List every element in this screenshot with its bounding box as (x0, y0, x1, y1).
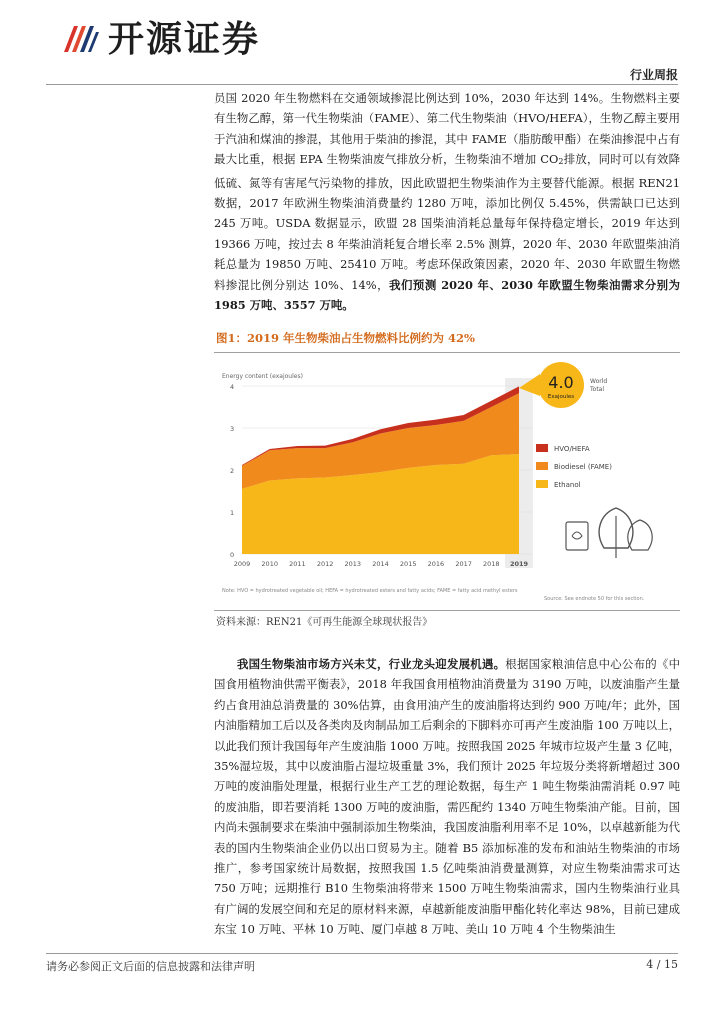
biofuel-area-chart (214, 362, 684, 608)
x-tick-label: 2017 (455, 560, 472, 568)
figure-top-rule (214, 352, 680, 353)
x-tick-label: 2009 (233, 560, 251, 568)
footer-divider (46, 953, 678, 954)
company-logo (58, 18, 260, 62)
p1-text-a: 员国 2020 年生物燃料在交通领域掺混比例达到 10%，2030 年达到 14%。生物燃料主要有生物乙醇，第一代生物柴油（FAME）、第二代生物柴油（HVO/HEFA），生物乙醇主要用于汽油和煤油的掺混，其他用于柴油的掺混，其中 FAME（脂肪酸甲酯）在柴油掺混中占有最大比重，根据 EPA 生物柴油废气排放分析，生物柴油不增加 CO (214, 91, 680, 167)
x-tick-label: 2014 (372, 560, 389, 568)
callout-label-line1: World (590, 378, 608, 385)
brand-name: 开源证券 (108, 19, 261, 60)
legend-swatch (536, 462, 548, 470)
x-tick-label: 2018 (483, 560, 500, 568)
callout-label-line2: Total (590, 386, 605, 393)
p1-text-b: 排放，同时可以有效降低硫、氮等有害尾气污染物的排放，因此欧盟把生物柴油作为主要替代能源。根据 REN21 数据，2017 年欧洲生物柴油消费量约 1280 万吨，添加比例仅 5.45%，供需缺口已达到 245 万吨。USDA 数据显示，欧盟 28 国柴油消耗总量每年保持稳定增长，2019 年达到 19366 万吨，按过去 8 年柴油消耗复合增长率 2.5% 测算，2020 年、2030 年欧盟柴油消耗总量为 19850 万吨、25410 万吨。考虑环保政策因素，2020 年、2030 年欧盟生物燃料掺混比例分别达 10%、14%， (214, 152, 680, 292)
y-tick-label: 1 (230, 509, 235, 517)
x-tick-label: 2013 (344, 560, 362, 568)
x-tick-label: 2015 (399, 560, 417, 568)
page-number: 4 / 15 (646, 958, 678, 971)
barrel-leaf-icon (572, 532, 582, 539)
figure-bottom-rule (214, 610, 680, 611)
legend-label: HVO/HEFA (554, 445, 590, 453)
figure-title: 图1：2019 年生物柴油占生物燃料比例约为 42% (216, 331, 475, 345)
chart-source-note: Source: See endnote 50 for this section. (544, 596, 645, 602)
brand-mark-icon (58, 18, 102, 62)
callout-unit: Exajoules (547, 394, 575, 400)
figure-source: 资料来源：REN21《可再生能源全球现状报告》 (216, 617, 433, 628)
legend-swatch (536, 444, 548, 452)
legend-label: Biodiesel (FAME) (554, 463, 612, 471)
chart-note: Note: HVO = hydrotreated vegetable oil; HEFA = hydrotreated esters and fatty acids; FAME = fatty acid methyl esters (222, 588, 518, 594)
y-tick-label: 2 (230, 467, 235, 475)
y-tick-label: 3 (230, 425, 235, 433)
y-tick-label: 0 (230, 551, 235, 559)
p1-forecast-bold: 我们预测 2020 年、2030 年欧盟生物柴油需求分别为 1985 万吨、3557 万吨。 (214, 277, 680, 313)
p2-heading-bold: 我国生物柴油市场方兴未艾，行业龙头迎发展机遇。 (237, 657, 506, 671)
callout-value: 4.0 (548, 373, 574, 392)
x-tick-label: 2016 (427, 560, 445, 568)
x-tick-label: 2012 (316, 560, 334, 568)
paragraph-china-biodiesel (214, 654, 680, 940)
header-divider (46, 84, 678, 85)
report-type-label: 行业周报 (629, 68, 678, 82)
y-tick-label: 4 (230, 383, 235, 391)
x-tick-label: 2010 (261, 560, 278, 568)
fuel-barrel-icon (566, 522, 588, 550)
legend-label: Ethanol (554, 481, 581, 489)
p2-text: 根据国家粮油信息中心公布的《中国食用植物油供需平衡表》，2018 年我国食用植物油消费量为 3190 万吨，以废油脂产生量约占食用油总消费量的 30%估算，由食用油产生的废油脂将达到约 900 万吨/年；此外，国内油脂精加工后以及各类肉及肉制品加工后剩余的下脚料亦可再产生废油脂 100 万吨以上，以此我们预计我国每年产生废油脂 1000 万吨。按照我国 2025 年城市垃圾产生量 3 亿吨，35%湿垃圾，其中以废油脂占湿垃圾重量 3%，我们预计 2025 年垃圾分类将新增超过 300 万吨的废油脂处理量，根据行业生产工艺的理论数据，每生产 1 吨生物柴油需消耗 0.97 吨的废油脂，即若要消耗 1300 万吨的废油脂，需匹配约 1340 万吨生物柴油产能。目前，国内尚未强制要求在柴油中强制添加生物柴油，我国废油脂利用率不足 10%，以卓越新能为代表的国内生物柴油企业仍以出口贸易为主。随着 B5 添加标准的发布和油站生物柴油的市场推广，参考国家统计局数据，按照我国 1.5 亿吨柴油消费量测算，对应生物柴油需求可达 750 万吨；远期推行 B10 生物柴油将带来 1500 万吨生物柴油需求，国内生物柴油行业具有广阔的发展空间和充足的原材料来源，卓越新能废油脂甲酯化转化率达 98%，目前已建成东宝 10 万吨、平林 10 万吨、厦门卓越 8 万吨、美山 10 万吨 4 个生物柴油生 (214, 657, 680, 937)
x-tick-label: 2011 (289, 560, 306, 568)
co2-subscript: 2 (558, 157, 564, 167)
y-axis-label: Energy content (exajoules) (222, 373, 303, 380)
legend-swatch (536, 480, 548, 488)
paragraph-eu-biofuel (214, 88, 680, 315)
x-tick-label: 2019 (509, 560, 529, 568)
footer-disclaimer: 请务必参阅正文后面的信息披露和法律声明 (46, 960, 255, 973)
